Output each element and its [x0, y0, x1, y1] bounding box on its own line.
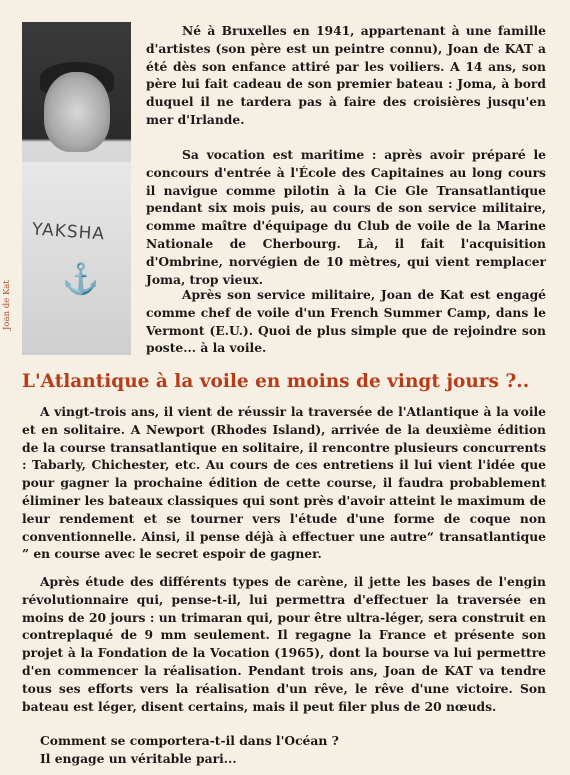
body-paragraph-1: A vingt-trois ans, il vient de réussir la traversée de l'Atlantique à la voile et en solitaire. A Newport (Rhodes Island), arrivée de la deuxième édition de la course transatlantique en solitaire, il rencontre plusieurs concurrents : Tabarly, Chichester, etc. Au cours de ces entretiens il lui vient l'idée que pour gagner la prochaine édition de cette course, il faudra probablement éliminer les bateaux classiques qui sont près d'avoir atteint le maximum de leur rendement et se tourner vers l'étude d'une forme de coque non conventionnelle. Ainsi, il pense déjà à effectuer une autre“ transatlantique ” en course avec le secret espoir de gagner.: [22, 404, 546, 562]
body-paragraph-2: Après étude des différents types de carène, il jette les bases de l'engin révolutionnaire qui, pense-t-il, lui permettra d'effectuer la traversée en moins de 20 jours : un trimaran qui, pour être ultra-léger, sera construit en contreplaqué de 9 mm seulement. Il regagne la France et présente son projet à la Fondation de la Vocation (1965), dont la bourse va lui permettre d'en commencer la réalisation. Pendant trois ans, Joan de KAT va tendre tous ses efforts vers la réalisation d'un rêve, le rêve d'une victoire. Son bateau est léger, disent certains, mais il peut filer plus de 20 nœuds.: [22, 574, 546, 714]
photo-credit: Joan de Kat: [2, 280, 12, 330]
section-heading: L'Atlantique à la voile en moins de vingt jours ?..: [22, 371, 530, 392]
body-paragraph-3: Comment se comportera-t-il dans l'Océan ?: [40, 733, 339, 748]
bio-paragraph-3: Après son service militaire, Joan de Kat est engagé comme chef de voile d'un French Summer Camp, dans le Vermont (E.U.). Quoi de plus simple que de rejoindre son poste... à la voile.: [146, 287, 546, 356]
anchor-icon: ⚓: [62, 262, 100, 297]
portrait-photo: [22, 22, 131, 355]
shirt-lettering: YAKSHA: [31, 219, 106, 245]
bio-paragraph-2: Sa vocation est maritime : après avoir préparé le concours d'entrée à l'École des Capitaines au long cours il navigue comme pilotin à la Cie Gle Transatlantique pendant six mois puis, au cours de son service militaire, comme maître d'équipage du Club de voile de la Marine Nationale de Cherbourg. Là, il fait l'acquisition d'Ombrine, norvégien de 10 mètres, qui vient remplacer Joma, trop vieux.: [146, 147, 546, 287]
portrait-shirt: [22, 162, 131, 355]
portrait-face: [44, 72, 110, 152]
body-paragraph-4: Il engage un véritable pari...: [40, 751, 237, 766]
bio-paragraph-1: Né à Bruxelles en 1941, appartenant à une famille d'artistes (son père est un peintre connu), Joan de KAT a été dès son enfance attiré par les voiliers. A 14 ans, son père lui fait cadeau de son premier bateau : Joma, à bord duquel il ne tardera pas à faire des croisières jusqu'en mer d'Irlande.: [146, 23, 546, 127]
